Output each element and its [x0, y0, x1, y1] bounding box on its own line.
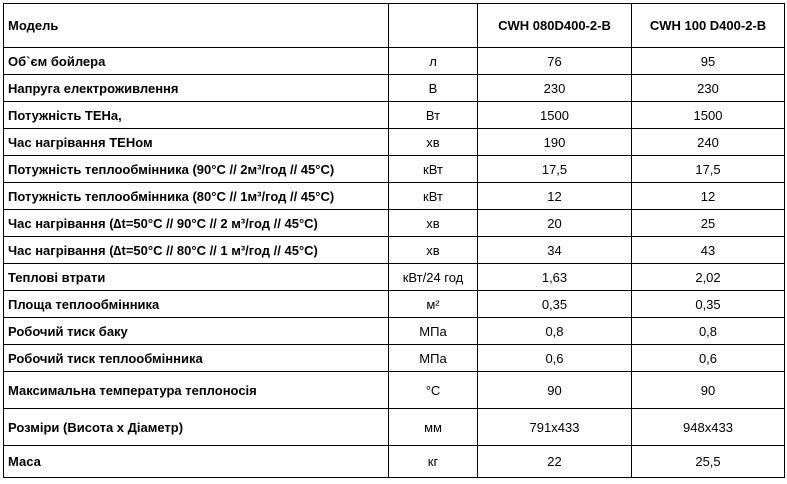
value-cell: 240: [632, 129, 785, 156]
value-cell: 230: [478, 75, 632, 102]
header-model-1: CWH 080D400-2-B: [478, 4, 632, 48]
unit-cell: °С: [389, 372, 478, 409]
value-cell: 0,6: [478, 345, 632, 372]
table-row: [4, 372, 785, 409]
unit-cell: хв: [389, 129, 478, 156]
param-cell: Час нагрівання (∆t=50°С // 80°С // 1 м³/год // 45°С): [4, 237, 389, 264]
unit-cell: л: [389, 48, 478, 75]
value-cell: 43: [632, 237, 785, 264]
unit-cell: кг: [389, 446, 478, 478]
table-row: [4, 345, 785, 372]
value-cell: 20: [478, 210, 632, 237]
table-row: [4, 48, 785, 75]
value-cell: 0,35: [632, 291, 785, 318]
value-cell: 34: [478, 237, 632, 264]
table-row: [4, 210, 785, 237]
value-cell: 0,8: [632, 318, 785, 345]
param-cell: Час нагрівання ТЕНом: [4, 129, 389, 156]
value-cell: 0,6: [632, 345, 785, 372]
value-cell: 12: [632, 183, 785, 210]
value-cell: 190: [478, 129, 632, 156]
table-row: [4, 156, 785, 183]
param-cell: Робочий тиск баку: [4, 318, 389, 345]
value-cell: 230: [632, 75, 785, 102]
value-cell: 90: [478, 372, 632, 409]
table-row: [4, 183, 785, 210]
value-cell: 2,02: [632, 264, 785, 291]
param-cell: Площа теплообмінника: [4, 291, 389, 318]
unit-cell: МПа: [389, 345, 478, 372]
unit-cell: МПа: [389, 318, 478, 345]
table-row: [4, 291, 785, 318]
value-cell: 25,5: [632, 446, 785, 478]
unit-cell: В: [389, 75, 478, 102]
table-row: [4, 446, 785, 478]
value-cell: 25: [632, 210, 785, 237]
table-row: [4, 129, 785, 156]
header-model-2: CWH 100 D400-2-B: [632, 4, 785, 48]
value-cell: 12: [478, 183, 632, 210]
value-cell: 1500: [478, 102, 632, 129]
specifications-table: [3, 3, 785, 478]
table-body: [4, 4, 785, 478]
unit-cell: м²: [389, 291, 478, 318]
value-cell: 17,5: [478, 156, 632, 183]
table-row: [4, 102, 785, 129]
header-unit-cell: [389, 4, 478, 48]
value-cell: 1500: [632, 102, 785, 129]
table-row: [4, 264, 785, 291]
unit-cell: мм: [389, 409, 478, 446]
header-row: [4, 4, 785, 48]
header-param-cell: Модель: [4, 4, 389, 48]
value-cell: 1,63: [478, 264, 632, 291]
table-row: [4, 75, 785, 102]
param-cell: Потужність теплообмінника (90°С // 2м³/год // 45°С): [4, 156, 389, 183]
param-cell: Теплові втрати: [4, 264, 389, 291]
param-cell: Маса: [4, 446, 389, 478]
value-cell: 0,35: [478, 291, 632, 318]
unit-cell: кВт: [389, 183, 478, 210]
value-cell: 791x433: [478, 409, 632, 446]
unit-cell: хв: [389, 210, 478, 237]
table-row: [4, 318, 785, 345]
value-cell: 95: [632, 48, 785, 75]
param-cell: Потужність теплообмінника (80°С // 1м³/год // 45°С): [4, 183, 389, 210]
unit-cell: кВт/24 год: [389, 264, 478, 291]
unit-cell: хв: [389, 237, 478, 264]
value-cell: 17,5: [632, 156, 785, 183]
param-cell: Максимальна температура теплоносія: [4, 372, 389, 409]
param-cell: Робочий тиск теплообмінника: [4, 345, 389, 372]
value-cell: 76: [478, 48, 632, 75]
param-cell: Розміри (Висота х Діаметр): [4, 409, 389, 446]
value-cell: 948x433: [632, 409, 785, 446]
param-cell: Час нагрівання (∆t=50°С // 90°С // 2 м³/год // 45°С): [4, 210, 389, 237]
value-cell: 90: [632, 372, 785, 409]
unit-cell: кВт: [389, 156, 478, 183]
unit-cell: Вт: [389, 102, 478, 129]
param-cell: Потужність ТЕНа,: [4, 102, 389, 129]
value-cell: 0,8: [478, 318, 632, 345]
table-row: [4, 409, 785, 446]
value-cell: 22: [478, 446, 632, 478]
param-cell: Напруга електроживлення: [4, 75, 389, 102]
table-row: [4, 237, 785, 264]
param-cell: Об`єм бойлера: [4, 48, 389, 75]
